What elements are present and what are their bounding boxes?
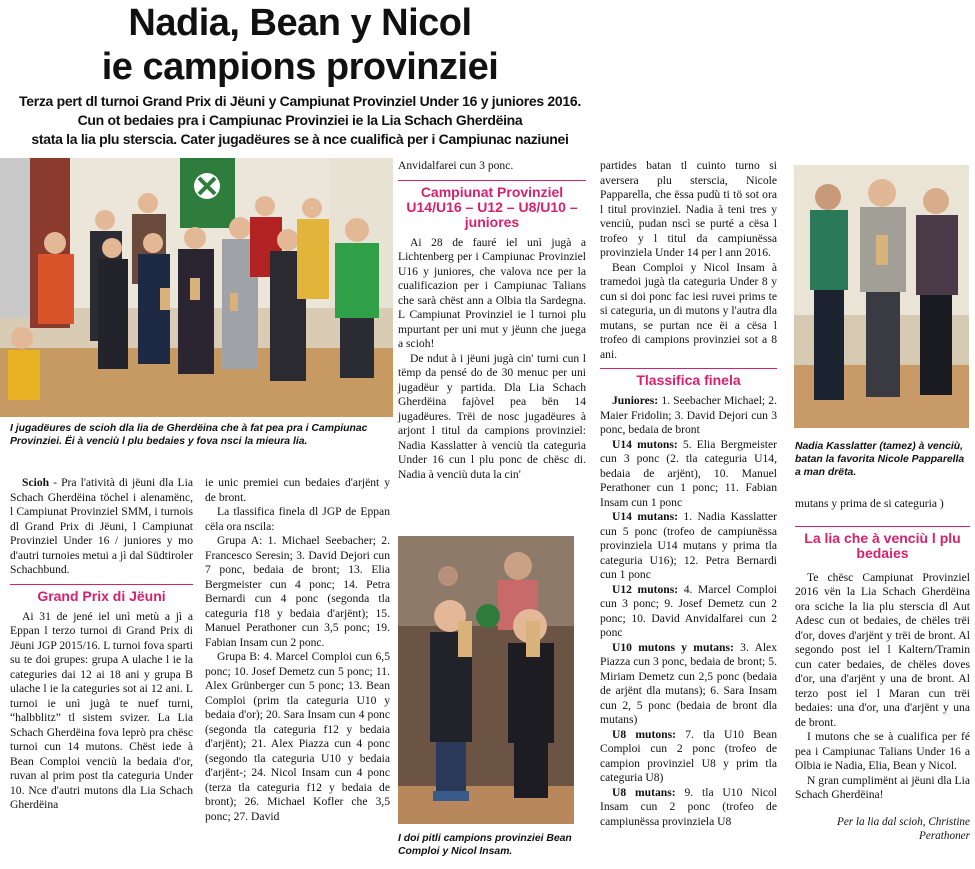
paragraph: De ndut à i jëuni jugà cin' turni cun l tëmp da pensé do de 30 menuc per uni jugadëur y partida. Dla Lia Schach Gherdëina fajòvel pea bën 14 jugadëures. Trëi de nosc jugadëures à arjont l titul da campions provinziel: Nadia Kasslatter à venciù tla categuria Under 16 cun l plu ponc de chësc di. Nadia à venciù duta la cin'	[398, 351, 586, 481]
column-3	[398, 159, 586, 482]
paragraph: Anvidalfarei cun 3 ponc.	[398, 159, 514, 172]
group-photo	[0, 158, 393, 417]
headline-line2: ie campions provinziei	[101, 46, 499, 88]
subhead-line3: stata la lia plu sterscia. Cater jugadëures se à nce cualificà per i Campiunac naziunei	[31, 131, 569, 147]
subhead-line1: Terza pert dl turnoi Grand Prix di Jëuni y Campiunat Provinziel Under 16 y juniores 2016.	[19, 93, 581, 109]
heading-campiunat-provinziel: Campiunat Provinziel U14/U16 – U12 – U8/U10 – juniores	[398, 180, 586, 230]
paragraph: Ai 28 de fauré iel unì jugà a Lichtenberg per i Campiunac Provinziel U16 y juniores, che valova nce per la cualificazion per i Campiunac Talians che sarà chëst ann a Olbia tla Sardegna. L Campiunat Provinziel ie l turnoi plu mpurtant per uni mut y jëunn che juega a scioh!	[398, 235, 586, 350]
paragraph: La tlassifica finela dl JGP de Eppan cëla ora nscila:	[205, 505, 390, 533]
column-4	[600, 159, 777, 829]
heading-grand-prix: Grand Prix di Jëuni	[10, 584, 193, 604]
young-champions-photo	[398, 536, 574, 824]
signature: Per la lia dal scioh, Christine Perathoner	[836, 815, 970, 842]
lead-text: - Pra l'atività di jëuni dla Lia Schach Gherdëina töchel i alenamënc, l Campiunat Provinziel SMM, i turnois dl Grand Prix di Jëuni, l Campiunat Provinziel Under 16 / juniores y mo d'autri turnoies metui a jì dal Südtiroler Schachbund.	[10, 476, 193, 576]
paragraph: Ai 31 de jené iel unì metù a jì a Eppan l terzo turnoi di Grand Prix di Jëuni JGP 2015/16. L turnoi fova sparti su te doi grupes: grupa A ulache l ie la categuries dai 12 ai 18 ani y grupa B ulache l ie la categuries sot ai 12 ani. L turnoi ie unì jugà te nuef turni, “halbblitz” tl sistem svizer. La Lia Schach Gherdëina fova leprò pra chësc turnoi cun 14 mutons. Chëst iede à Bean Comploi venciù la bedaia d'or, ruvan al prim post tla categuria Under 10. Nce d'autri mutons dla Lia Schach Gherdëina	[10, 609, 193, 811]
result-u8-mutans: U8 mutans: 9. tla U10 Nicol Insam cun 2 ponc (trofeo de campiunëssa provinziela U8	[600, 785, 777, 828]
paragraph: Grupa A: 1. Michael Seebacher; 2. Francesco Seresin; 3. David Dejori cun 7 ponc, bedaia de bront; 13. Elia Bergmeister cun 4 ponc; 14. Petra Bernardi cun 4 ponc (segonda tla categuria f18 y bedaia d'arjënt); 15. Manuel Perathoner cun 3,5 ponc; 19. Fabian Insam cun 2 ponc.	[205, 534, 390, 649]
raiffeisen-cross-logo	[194, 173, 220, 199]
lead-kicker: Scioh	[22, 476, 50, 489]
result-juniores: Juniores: 1. Seebacher Michael; 2. Maier Fridolin; 3. David Dejori cun 3 ponc, bedaia de bront	[600, 394, 777, 436]
headline-line1: Nadia, Bean y Nicol	[128, 2, 472, 44]
paragraph: I mutons che se à cualifica per fé pea i Campiunac Talians Under 16 a Olbia ie Nadia, Elia, Bean y Nicol.	[795, 730, 970, 772]
subhead-line2: Cun ot bedaies pra i Campiunac Provinziei ie la Lia Schach Gherdëina	[77, 112, 523, 128]
paragraph: Te chësc Campiunat Provinziel 2016 vën la Lia Schach Gherdëina ora sciche la lia plu sterscia dl Aut Adesc cun ot bedaies, de chëles trëi d'or, doves d'arjënt y trëi de bront. Al segondo post iel l Kaltern/Tramin cun cater bedaies, de chëles doves d'or, una d'arjënt y una de bront. Al terzo post iel l Maran cun trëi bedaies: una d'or, una d'arjënt y una de bront.	[795, 570, 970, 729]
result-u14-mutons: U14 mutons: 5. Elia Bergmeister cun 3 ponc (2. tla categuria U14, bedaia de arjënt), 10. Manuel Perathoner cun 1 ponc; 11. Fabian Insam cun 1 ponc	[600, 437, 778, 509]
column-5	[795, 497, 970, 843]
column-1	[10, 476, 193, 813]
nadia-photo	[794, 165, 969, 428]
paragraph: Grupa B: 4. Marcel Comploi cun 6,5 ponc; 10. Josef Demetz cun 5 ponc; 11. Alex Grünberger cun 5 ponc; 13. Bean Comploi (prim tla categuria U10 y bedaia d'or); 20. Sara Insam cun 4 ponc (segonda tla categuria f12 y bedaia d'arjënt); 21. Alex Piazza cun 4 ponc (segondo tla categuria U10 y bedaia d'arjënt-; 24. Nicol Insam cun 4 ponc (terza tla categuria f12 y bedaia de bront); 26. Michael Kofler che 3,5 ponc; 27. David	[205, 650, 390, 823]
result-u8-mutons: U8 mutons: 7. tla U10 Bean Comploi cun 2 ponc (trofeo de campion provinziel U8 y prim tla categuria U8)	[600, 727, 778, 784]
paragraph: N gran cumplimënt ai jëuni dla Lia Schach Gherdëina!	[795, 773, 970, 801]
paragraph: mutans y prima de si categuria )	[795, 497, 944, 510]
result-u12-mutons: U12 mutons: 4. Marcel Comploi cun 3 ponc; 9. Josef Demetz cun 2 ponc; 10. David Anvidalfarei cun 2 ponc	[600, 582, 777, 639]
heading-lia-plu-bedaies: La lia che à venciù l plu bedaies	[795, 526, 970, 561]
young-champions-caption: I doi pitli campions provinziei Bean Comploi y Nicol Insam.	[398, 833, 572, 857]
heading-tlassifica-finela: Tlassifica finela	[600, 368, 777, 388]
result-u10: U10 mutons y mutans: 3. Alex Piazza cun 3 ponc, bedaia de bront; 5. Miriam Demetz cun 2,5 ponc (bedaia de arjënt dla mutans); 6. Sara Insam cun 2, 5 ponc (bedaia de bront dla mutans)	[600, 640, 778, 726]
nadia-photo-caption: Nadia Kasslatter (tamez) à venciù, batan la favorita Nicole Papparella a man drëta.	[795, 441, 965, 478]
group-photo-caption: I jugadëures de scioh dla lia de Gherdëina che à fat pea pra i Campiunac Provinziei. Ëi à venciù l plu bedaies y fova nsci la mieura lia.	[10, 423, 368, 447]
column-2	[205, 476, 390, 824]
paragraph: Bean Comploi y Nicol Insam à tramedoi jugà tla categuria Under 8 y cun si doi ponc fac iesi ruvei prims te si categuria, un di mutons y l'autra dla mutans, se purtan nce ëi a cësa l trofeo di campions provinziei sot a 8 ani.	[600, 260, 777, 361]
result-u14-mutans: U14 mutans: 1. Nadia Kasslatter cun 5 ponc (trofeo de campiunëssa provinziela U14 mutans y prima tla categuria U16); 12. Petra Bernardi cun 1 ponc	[600, 510, 777, 581]
paragraph: partides batan tl cuinto turno si aversera plu sterscia, Nicole Papparella, che ëssa pudù ti tö sot ora l titul provinziel. Nadia à teni tres y venciù, pudan nscì se purté a cësa l trofeo y l titul da campiunëssa provinziela Under 14 per l ann 2016.	[600, 159, 777, 259]
paragraph: ie unic premiei cun bedaies d'arjënt y de bront.	[205, 476, 390, 504]
